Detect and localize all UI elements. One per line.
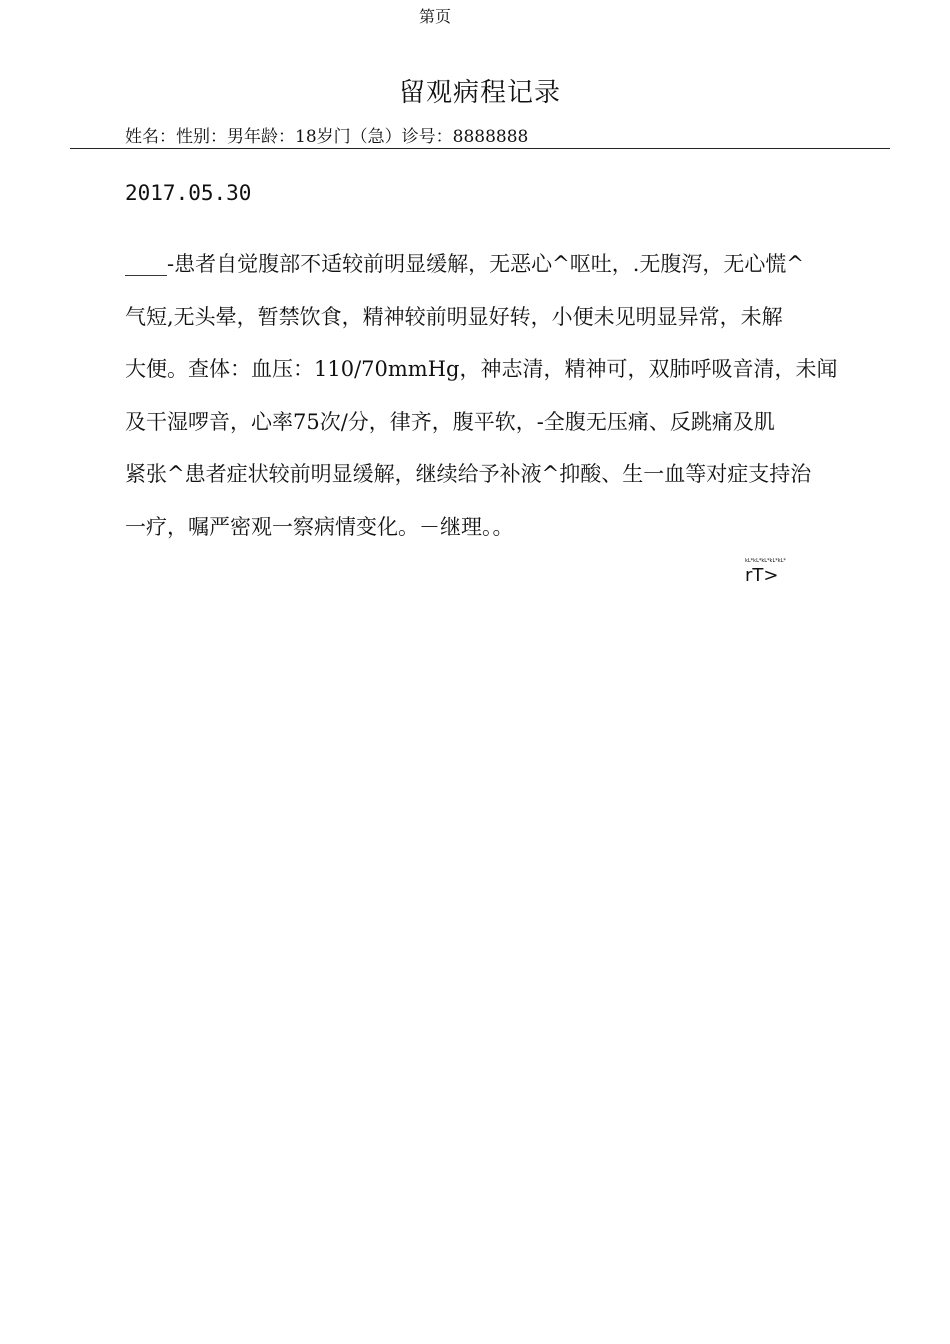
- signature-small-text: kL*kL*kL*kL*kL*: [745, 558, 786, 564]
- header-divider: [70, 148, 890, 149]
- record-body: [125, 238, 890, 554]
- record-line-6: 一疗，嘱严密观一察病情变化。－继理。。: [125, 514, 514, 539]
- record-line-2: 气短,无头晕，暂禁饮食，精神较前明显好转，小便未见明显异常，未解: [125, 304, 783, 329]
- signature: [745, 558, 815, 590]
- page-header: 第页: [418, 7, 451, 26]
- record-date: 2017.05.30: [125, 181, 252, 205]
- record-line-4: 及干湿啰音，心率75次/分，律齐，腹平软，-全腹无压痛、反跳痛及肌: [125, 409, 775, 434]
- document-title: 留观病程记录: [398, 78, 561, 108]
- record-line-3: 大便。查体：血压：110/70mmHg，神志清，精神可，双肺呼吸音清，未闻: [125, 357, 838, 382]
- patient-info-line: 姓名：性别：男年龄：18岁门（急）诊号：8888888: [125, 127, 529, 147]
- signature-text: rT>: [745, 565, 779, 586]
- record-line-1: ____-患者自觉腹部不适较前明显缓解，无恶心^呕吐，.无腹泻，无心慌^: [125, 252, 804, 276]
- record-line-5: 紧张^患者症状较前明显缓解，继续给予补液^抑酸、生一血等对症支持治: [125, 462, 812, 487]
